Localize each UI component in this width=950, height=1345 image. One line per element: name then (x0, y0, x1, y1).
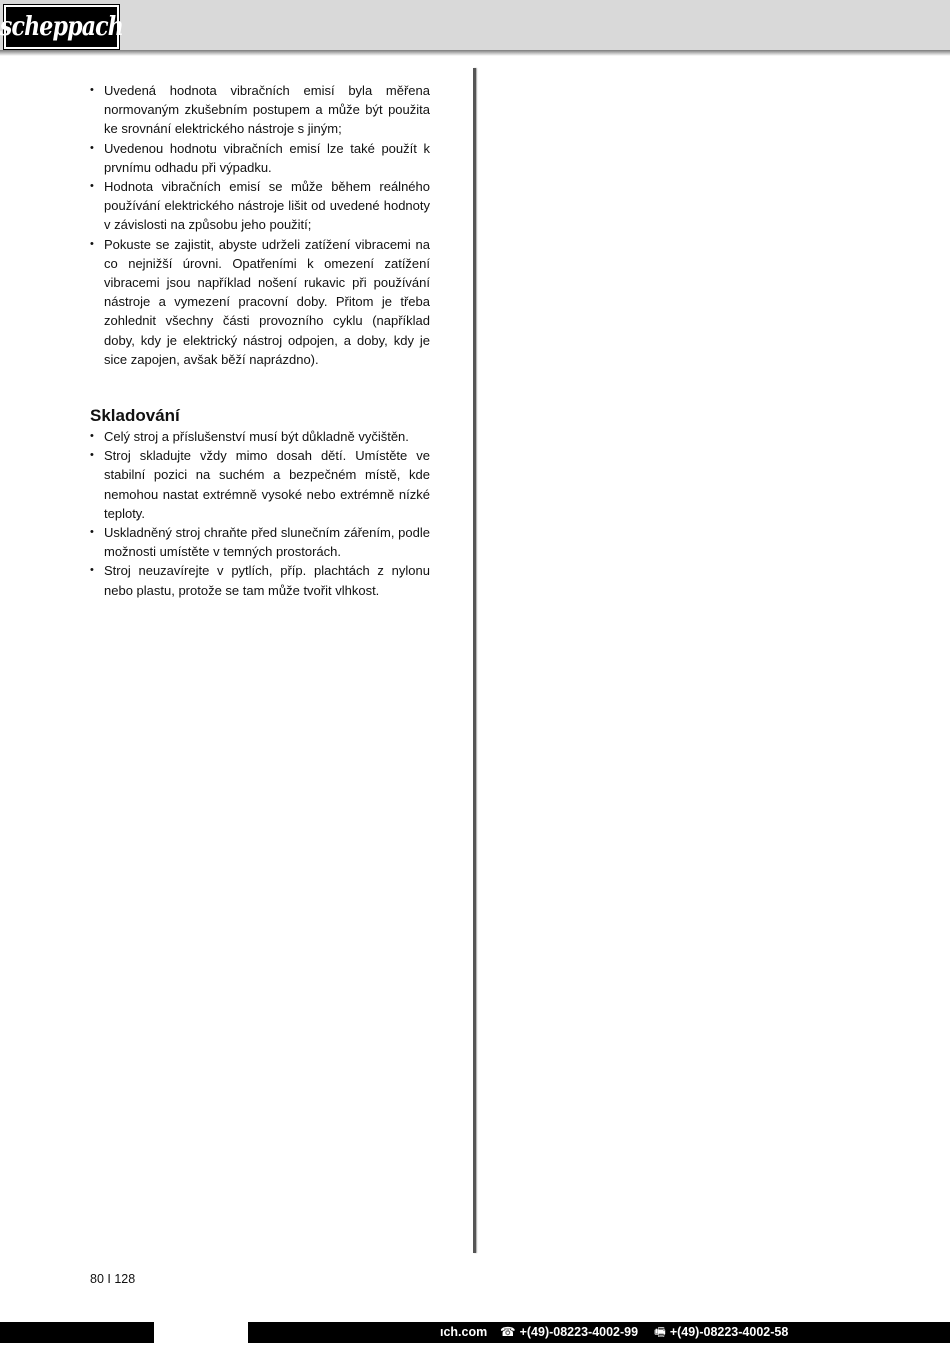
scheppach-logo (0, 5, 124, 49)
page-footer (0, 1322, 950, 1343)
left-column (90, 81, 430, 600)
list-item: • Uvedenou hodnotu vibračních emisí lze také použít k prvnímu odhadu při výpadku. (90, 139, 430, 177)
list-item: • Stroj skladujte vždy mimo dosah dětí. Umístěte ve stabilní pozici na suchém a bezpečném místě, kde nemohou nastat extrémně vysoké nebo extrémně nízké teploty. (90, 446, 430, 523)
list-item: • Uskladněný stroj chraňte před slunečním zářením, podle možnosti umístěte v temných prostorách. (90, 523, 430, 561)
footer-fax (654, 1322, 788, 1343)
vibration-list (90, 81, 430, 369)
phone-icon: ☎ (500, 1325, 516, 1339)
header-shadow (0, 50, 950, 56)
page-header (0, 0, 950, 50)
list-item: • Celý stroj a příslušenství musí být důkladně vyčištěn. (90, 427, 430, 446)
page-number: 80 I 128 (90, 1272, 136, 1286)
column-divider (473, 68, 476, 1253)
footer-website[interactable]: ıch.com (440, 1325, 488, 1339)
fax-icon: 🖷 (654, 1325, 666, 1339)
storage-list (90, 427, 430, 600)
storage-heading: Skladování (90, 406, 180, 426)
fax-number: +(49)-08223-4002-58 (669, 1325, 789, 1339)
list-item: • Stroj neuzavírejte v pytlích, příp. plachtách z nylonu nebo plastu, protože se tam může tvořit vlhkost. (90, 561, 430, 599)
list-item: • Uvedená hodnota vibračních emisí byla měřena normovaným zkušebním postupem a může být použita ke srovnání elektrického nástroje s jiným; (90, 81, 430, 139)
list-item: • Hodnota vibračních emisí se může během reálného používání elektrického nástroje lišit od uvedené hodnoty v závislosti na způsobu jeho použití; (90, 177, 430, 235)
footer-phone (500, 1322, 638, 1343)
footer-gap (154, 1322, 248, 1343)
phone-number: +(49)-08223-4002-99 (519, 1325, 639, 1339)
logo-text: scheppach (0, 12, 124, 42)
list-item: • Pokuste se zajistit, abyste udrželi zatížení vibracemi na co nejnižší úrovni. Opatřeními k omezení zatížení vibracemi jsou například nošení rukavic při používání nástroje a vymezení pracovní doby. Přitom je třeba zohlednit všechny části provozního cyklu (například doby, kdy je elektrický nástroj odpojen, a doby, kdy je sice zapojen, avšak běží naprázdno). (90, 235, 430, 369)
